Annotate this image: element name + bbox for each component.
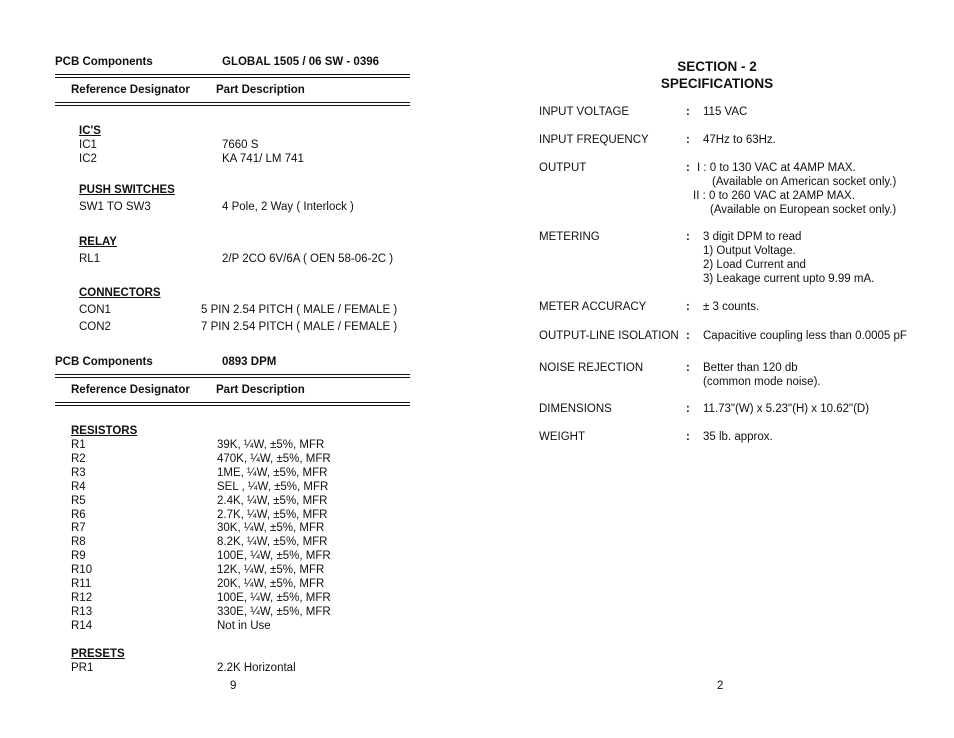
table2-col-ref: Reference Designator [71, 384, 190, 396]
spec-colon: : [686, 330, 690, 342]
resistor-desc: SEL , ¼W, ±5%, MFR [217, 480, 329, 493]
ref-pr1: PR1 [71, 662, 94, 674]
spec-value: 1) Output Voltage. [703, 245, 796, 257]
table2-code: 0893 DPM [222, 356, 277, 368]
table1-col-part: Part Description [216, 84, 305, 96]
spec-colon: : [686, 431, 690, 443]
resistor-ref: R11 [71, 578, 92, 590]
resistor-desc: 330E, ¼W, ±5%, MFR [217, 605, 331, 618]
spec-value: Capacitive coupling less than 0.0005 pF [703, 330, 907, 342]
page-number-right: 2 [717, 680, 724, 692]
group-title-relay: RELAY [79, 236, 117, 248]
spec-label: INPUT VOLTAGE [539, 106, 630, 118]
page-title: SPECIFICATIONS [660, 76, 774, 91]
spec-colon: : [686, 106, 690, 118]
desc-pr1: 2.2K Horizontal [217, 662, 296, 674]
spec-label: OUTPUT [539, 162, 587, 174]
resistor-desc: Not in Use [217, 619, 271, 632]
double-rule [55, 402, 410, 406]
resistor-desc: 100E, ¼W, ±5%, MFR [217, 550, 331, 563]
resistor-desc: 12K, ¼W, ±5%, MFR [217, 564, 325, 577]
section-title: SECTION - 2 [677, 59, 757, 74]
spec-colon: : [686, 134, 690, 146]
resistor-desc: 30K, ¼W, ±5%, MFR [217, 522, 325, 535]
page-number-left: 9 [230, 680, 237, 692]
spec-value: 115 VAC [703, 106, 748, 118]
resistor-desc: 8.2K, ¼W, ±5%, MFR [217, 536, 328, 549]
spec-label: WEIGHT [539, 431, 585, 443]
resistor-ref: R9 [71, 550, 86, 563]
resistor-desc: 100E, ¼W, ±5%, MFR [217, 591, 331, 604]
group-title-ics: IC'S [79, 125, 101, 137]
desc-rl1: 2/P 2CO 6V/6A ( OEN 58-06-2C ) [222, 253, 394, 265]
spec-value: 3) Leakage current upto 9.99 mA. [703, 273, 875, 285]
resistor-desc: 2.7K, ¼W, ±5%, MFR [217, 508, 328, 521]
spec-value: (Available on American socket only.) [712, 176, 897, 188]
table2-heading: PCB Components [55, 356, 153, 368]
double-rule [55, 102, 410, 106]
resistor-ref: R1 [71, 439, 86, 451]
resistor-ref: R3 [71, 466, 86, 479]
spec-value: (Available on European socket only.) [710, 204, 897, 216]
table1-code: GLOBAL 1505 / 06 SW - 0396 [222, 56, 380, 68]
resistor-ref: R13 [71, 605, 93, 618]
ref-ic1: IC1 [79, 139, 97, 151]
double-rule [55, 74, 410, 78]
desc-ic1: 7660 S [222, 139, 259, 151]
spec-label: DIMENSIONS [539, 403, 612, 415]
spec-label: OUTPUT-LINE ISOLATION [539, 330, 679, 342]
desc-sw1-sw3: 4 Pole, 2 Way ( Interlock ) [222, 201, 354, 213]
spec-label: INPUT FREQUENCY [539, 134, 649, 146]
group-title-connectors: CONNECTORS [79, 287, 161, 299]
group-title-resistors: RESISTORS [71, 425, 138, 437]
resistor-ref: R4 [71, 480, 86, 493]
spec-label: NOISE REJECTION [539, 362, 644, 374]
resistor-ref: R2 [71, 452, 86, 465]
spec-value: I : 0 to 130 VAC at 4AMP MAX. [697, 162, 856, 174]
spec-value: Better than 120 db [703, 362, 798, 374]
resistor-ref: R14 [71, 619, 93, 632]
spec-colon: : [686, 162, 690, 174]
group-title-push-switches: PUSH SWITCHES [79, 184, 175, 196]
desc-ic2: KA 741/ LM 741 [222, 153, 304, 165]
spec-value: II : 0 to 260 VAC at 2AMP MAX. [693, 190, 855, 202]
spec-value: 3 digit DPM to read [703, 231, 802, 243]
resistor-desc: 470K, ¼W, ±5%, MFR [217, 452, 331, 465]
table2-col-part: Part Description [216, 384, 305, 396]
spec-colon: : [686, 231, 690, 243]
resistor-ref: R6 [71, 508, 86, 521]
double-rule [55, 374, 410, 378]
spec-colon: : [686, 403, 690, 415]
ref-sw1-sw3: SW1 TO SW3 [79, 201, 151, 213]
ref-con2: CON2 [79, 321, 111, 333]
ref-rl1: RL1 [79, 253, 101, 265]
table1-heading: PCB Components [55, 56, 153, 68]
resistor-desc: 1ME, ¼W, ±5%, MFR [217, 466, 328, 479]
resistor-ref: R10 [71, 564, 93, 577]
spec-label: METERING [539, 231, 600, 243]
group-title-presets: PRESETS [71, 648, 125, 660]
resistor-ref: R12 [71, 591, 93, 604]
resistor-ref: R5 [71, 494, 86, 507]
table1-col-ref: Reference Designator [71, 84, 190, 96]
spec-value: (common mode noise). [703, 376, 821, 388]
resistor-ref: R8 [71, 536, 86, 549]
spec-value: 11.73"(W) x 5.23"(H) x 10.62"(D) [703, 403, 870, 415]
spec-label: METER ACCURACY [539, 301, 647, 313]
ref-con1: CON1 [79, 304, 111, 316]
spec-value: 35 lb. approx. [703, 431, 773, 443]
resistor-desc: 20K, ¼W, ±5%, MFR [217, 578, 325, 590]
spec-colon: : [686, 362, 690, 374]
spec-colon: : [686, 301, 690, 313]
ref-ic2: IC2 [79, 153, 97, 165]
resistor-desc: 39K, ¼W, ±5%, MFR [217, 439, 325, 451]
resistor-desc: 2.4K, ¼W, ±5%, MFR [217, 494, 328, 507]
spec-value: 47Hz to 63Hz. [703, 134, 776, 146]
resistor-ref: R7 [71, 522, 86, 535]
spec-value: ± 3 counts. [703, 301, 760, 313]
desc-con1: 5 PIN 2.54 PITCH ( MALE / FEMALE ) [201, 304, 398, 316]
spec-value: 2) Load Current and [703, 259, 806, 271]
desc-con2: 7 PIN 2.54 PITCH ( MALE / FEMALE ) [201, 321, 398, 333]
